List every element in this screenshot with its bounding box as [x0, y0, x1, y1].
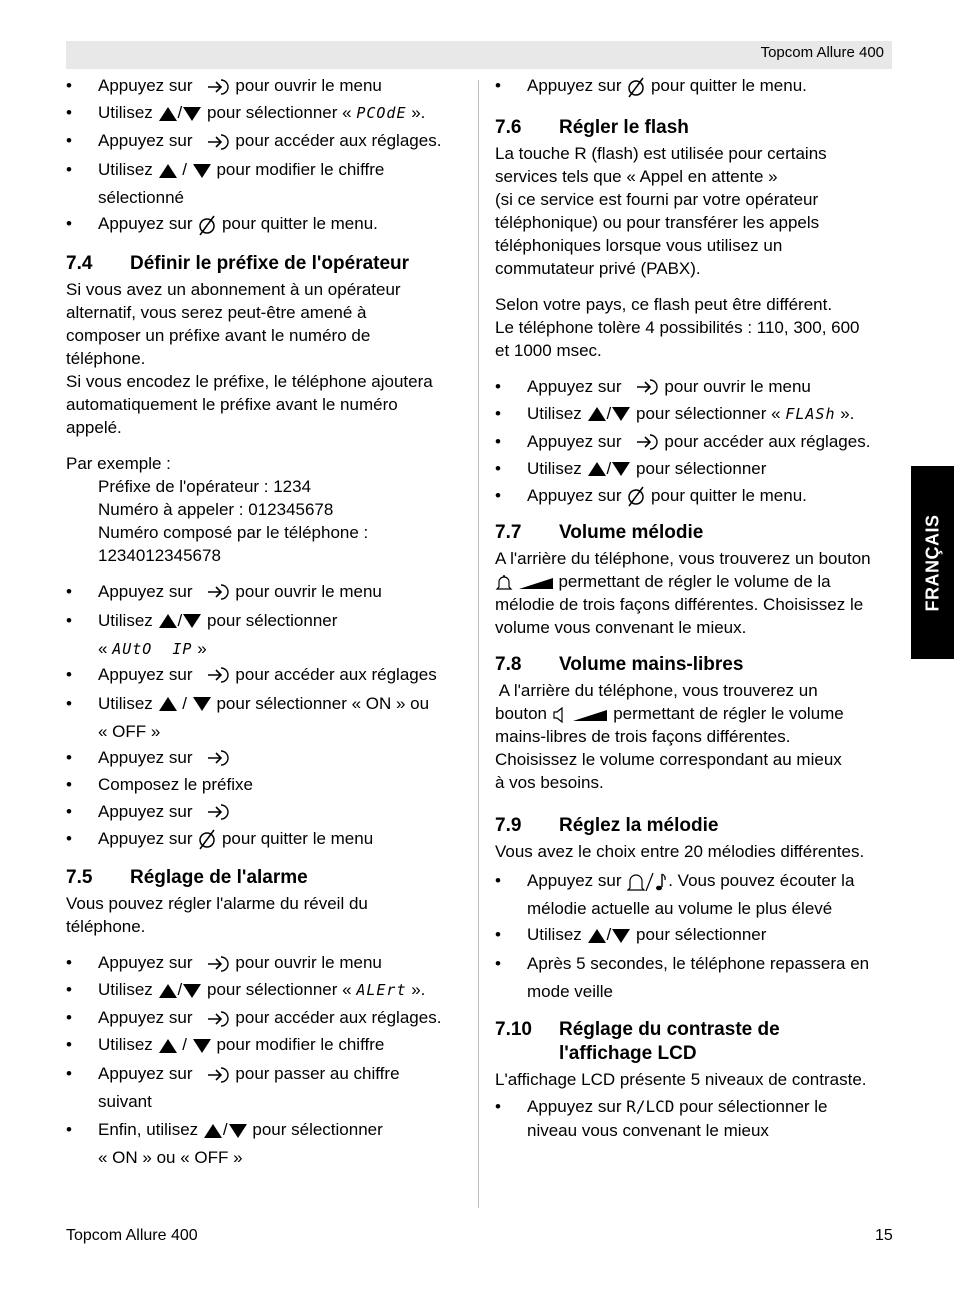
lcd-text: PCOdE — [356, 104, 407, 122]
end-call-icon — [197, 828, 217, 850]
header-title: Topcom Allure 400 — [760, 44, 884, 61]
menu-arrow-icon — [207, 78, 231, 96]
list-item: • Utilisez / pour modifier le chiffre sélectionné — [66, 156, 470, 212]
lcd-text: AUtO IP — [112, 639, 193, 658]
language-tab — [911, 466, 954, 659]
up-arrow-icon — [587, 928, 607, 944]
down-arrow-icon — [182, 983, 202, 999]
list-item: • Appuyez sur pour accéder aux réglages — [66, 663, 470, 686]
section-7-5-text: Vous pouvez régler l'alarme du réveil du téléphone. — [66, 894, 368, 937]
bell-icon — [495, 574, 513, 592]
list-item: • Appuyez sur pour ouvrir le menu — [66, 580, 470, 603]
list-item: • Appuyez sur pour ouvrir le menu — [66, 951, 470, 974]
list-item: • Appuyez sur pour accéder aux réglages. — [495, 430, 895, 453]
up-arrow-icon — [158, 696, 178, 712]
list-item: • Appuyez sur pour quitter le menu. — [495, 484, 895, 508]
down-arrow-icon — [182, 613, 202, 629]
up-arrow-icon — [587, 406, 607, 422]
up-arrow-icon — [158, 983, 178, 999]
language-tab-label: FRANÇAIS — [922, 514, 942, 611]
menu-arrow-icon — [207, 749, 231, 767]
down-arrow-icon — [611, 461, 631, 477]
lcd-text: ALErt — [356, 981, 407, 1000]
list-item: • Après 5 secondes, le téléphone repassera en mode veille — [495, 950, 895, 1006]
up-arrow-icon — [587, 461, 607, 477]
menu-arrow-icon — [207, 666, 231, 684]
end-call-icon — [626, 485, 646, 507]
section-7-9-text: Vous avez le choix entre 20 mélodies différentes. — [495, 842, 865, 862]
up-arrow-icon — [158, 1038, 178, 1054]
list-item: • Utilisez / pour sélectionner — [495, 457, 895, 480]
section-7-6-text: La touche R (flash) est utilisée pour certains services tels que « Appel en attente » (si ce service est fourni par votre opérateur téléphonique) ou pour transférer les appels téléphoniques lorsque vous utilisez un commutateur privé (PABX). — [495, 143, 827, 278]
list-item: • Appuyez sur . Vous pouvez écouter la mélodie actuelle au volume le plus élevé — [495, 867, 895, 923]
list-item: • Utilisez / pour sélectionner — [495, 923, 895, 946]
end-call-icon — [197, 214, 217, 236]
up-arrow-icon — [158, 613, 178, 629]
down-arrow-icon — [192, 1038, 212, 1054]
list-item: • Utilisez / pour sélectionner « ALErt ». — [66, 978, 470, 1002]
list-item: • Enfin, utilisez / pour sélectionner « ON » ou « OFF » — [66, 1116, 470, 1172]
quit-step — [495, 74, 895, 98]
menu-arrow-icon — [207, 1010, 231, 1028]
list-item: • Utilisez / pour sélectionner « FLASh ». — [495, 402, 895, 426]
left-column — [66, 74, 470, 1172]
header-bar — [66, 41, 892, 69]
section-7-5-title: 7.5 Réglage de l'alarme — [66, 867, 308, 889]
list-item: • Appuyez sur pour passer au chiffre suivant — [66, 1060, 470, 1116]
prefix-steps — [66, 580, 470, 851]
lcd-text: FLASh — [785, 404, 836, 423]
menu-arrow-icon — [207, 133, 231, 151]
down-arrow-icon — [182, 106, 202, 122]
footer-product: Topcom Allure 400 — [66, 1227, 198, 1244]
list-item: • Appuyez sur pour accéder aux réglages. — [66, 129, 470, 152]
up-arrow-icon — [203, 1123, 223, 1139]
section-7-4-text: Si vous avez un abonnement à un opérateur alternatif, vous serez peut-être amené à composer un préfixe avant le numéro de téléphone. Si vous encodez le préfixe, le téléphone ajoutera automatiquement le préfixe avant le numéro appelé. — [66, 279, 433, 437]
speaker-icon — [552, 707, 568, 723]
menu-arrow-icon — [636, 378, 660, 396]
down-arrow-icon — [611, 928, 631, 944]
flash-steps — [495, 375, 895, 508]
page-number: 15 — [875, 1227, 893, 1244]
section-7-6-text-2: Selon votre pays, ce flash peut être différent. Le téléphone tolère 4 possibilités : 110, 300, 600 et 1000 msec. — [495, 294, 860, 360]
up-arrow-icon — [158, 163, 178, 179]
section-7-10-text: L'affichage LCD présente 5 niveaux de contraste. — [495, 1070, 867, 1090]
alarm-steps — [66, 951, 470, 1172]
menu-arrow-icon — [636, 433, 660, 451]
r-lcd-key: R/LCD — [626, 1097, 675, 1117]
menu-arrow-icon — [207, 1066, 231, 1084]
list-item: • Appuyez sur — [66, 746, 470, 769]
column-divider — [478, 80, 479, 1208]
list-item: • Appuyez sur pour quitter le menu — [66, 827, 470, 851]
section-7-6-title: 7.6 Régler le flash — [495, 116, 689, 138]
list-item: • Utilisez / pour modifier le chiffre — [66, 1033, 470, 1056]
list-item: • Utilisez / pour sélectionner « ON » ou « OFF » — [66, 690, 470, 746]
down-arrow-icon — [228, 1123, 248, 1139]
melody-steps — [495, 867, 895, 1006]
down-arrow-icon — [611, 406, 631, 422]
contrast-steps — [495, 1095, 895, 1143]
section-7-9-title: 7.9 Réglez la mélodie — [495, 815, 719, 837]
section-7-8-text: A l'arrière du téléphone, vous trouverez un bouton permettant de régler le volume mains-libres de trois façons différentes. Choisissez le volume correspondant au mieux à vos besoins. — [495, 681, 844, 793]
down-arrow-icon — [192, 696, 212, 712]
example-block: Par exemple : Préfixe de l'opérateur : 1234 Numéro à appeler : 012345678 Numéro composé par le téléphone : 1234012345678 — [66, 453, 369, 565]
section-7-7-text: A l'arrière du téléphone, vous trouverez un bouton permettant de régler le volume de la mélodie de trois façons différentes. Choisissez le volume vous convenant le mieux. — [495, 549, 871, 638]
list-item: • Utilisez / pour sélectionner « AUtO IP » — [66, 607, 470, 663]
list-item: • Appuyez sur pour quitter le menu. — [495, 74, 895, 98]
section-7-7-title: 7.7 Volume mélodie — [495, 522, 704, 544]
list-item: • Composez le préfixe — [66, 773, 470, 796]
volume-wedge-icon — [572, 708, 608, 722]
list-item: • Appuyez sur pour ouvrir le menu — [66, 74, 470, 97]
right-column — [495, 74, 895, 1147]
section-7-8-title: 7.8 Volume mains-libres — [495, 654, 744, 676]
menu-arrow-icon — [207, 955, 231, 973]
section-7-4-title: 7.4 Définir le préfixe de l'opérateur — [66, 252, 410, 274]
menu-arrow-icon — [207, 803, 231, 821]
section-7-10-title: 7.10 Réglage du contraste de l'affichage LCD — [495, 1019, 780, 1065]
pcode-steps — [66, 74, 470, 236]
up-arrow-icon — [158, 106, 178, 122]
list-item: • Appuyez sur pour quitter le menu. — [66, 212, 470, 236]
list-item: • Utilisez / pour sélectionner « PCOdE ». — [66, 101, 470, 125]
end-call-icon — [626, 76, 646, 98]
list-item: • Appuyez sur pour accéder aux réglages. — [66, 1006, 470, 1029]
list-item: • Appuyez sur pour ouvrir le menu — [495, 375, 895, 398]
list-item: • Appuyez sur R/LCD pour sélectionner le niveau vous convenant le mieux — [495, 1095, 895, 1143]
list-item: • Appuyez sur — [66, 800, 470, 823]
bell-note-icon — [626, 871, 668, 893]
menu-arrow-icon — [207, 583, 231, 601]
down-arrow-icon — [192, 163, 212, 179]
volume-wedge-icon — [518, 576, 554, 590]
